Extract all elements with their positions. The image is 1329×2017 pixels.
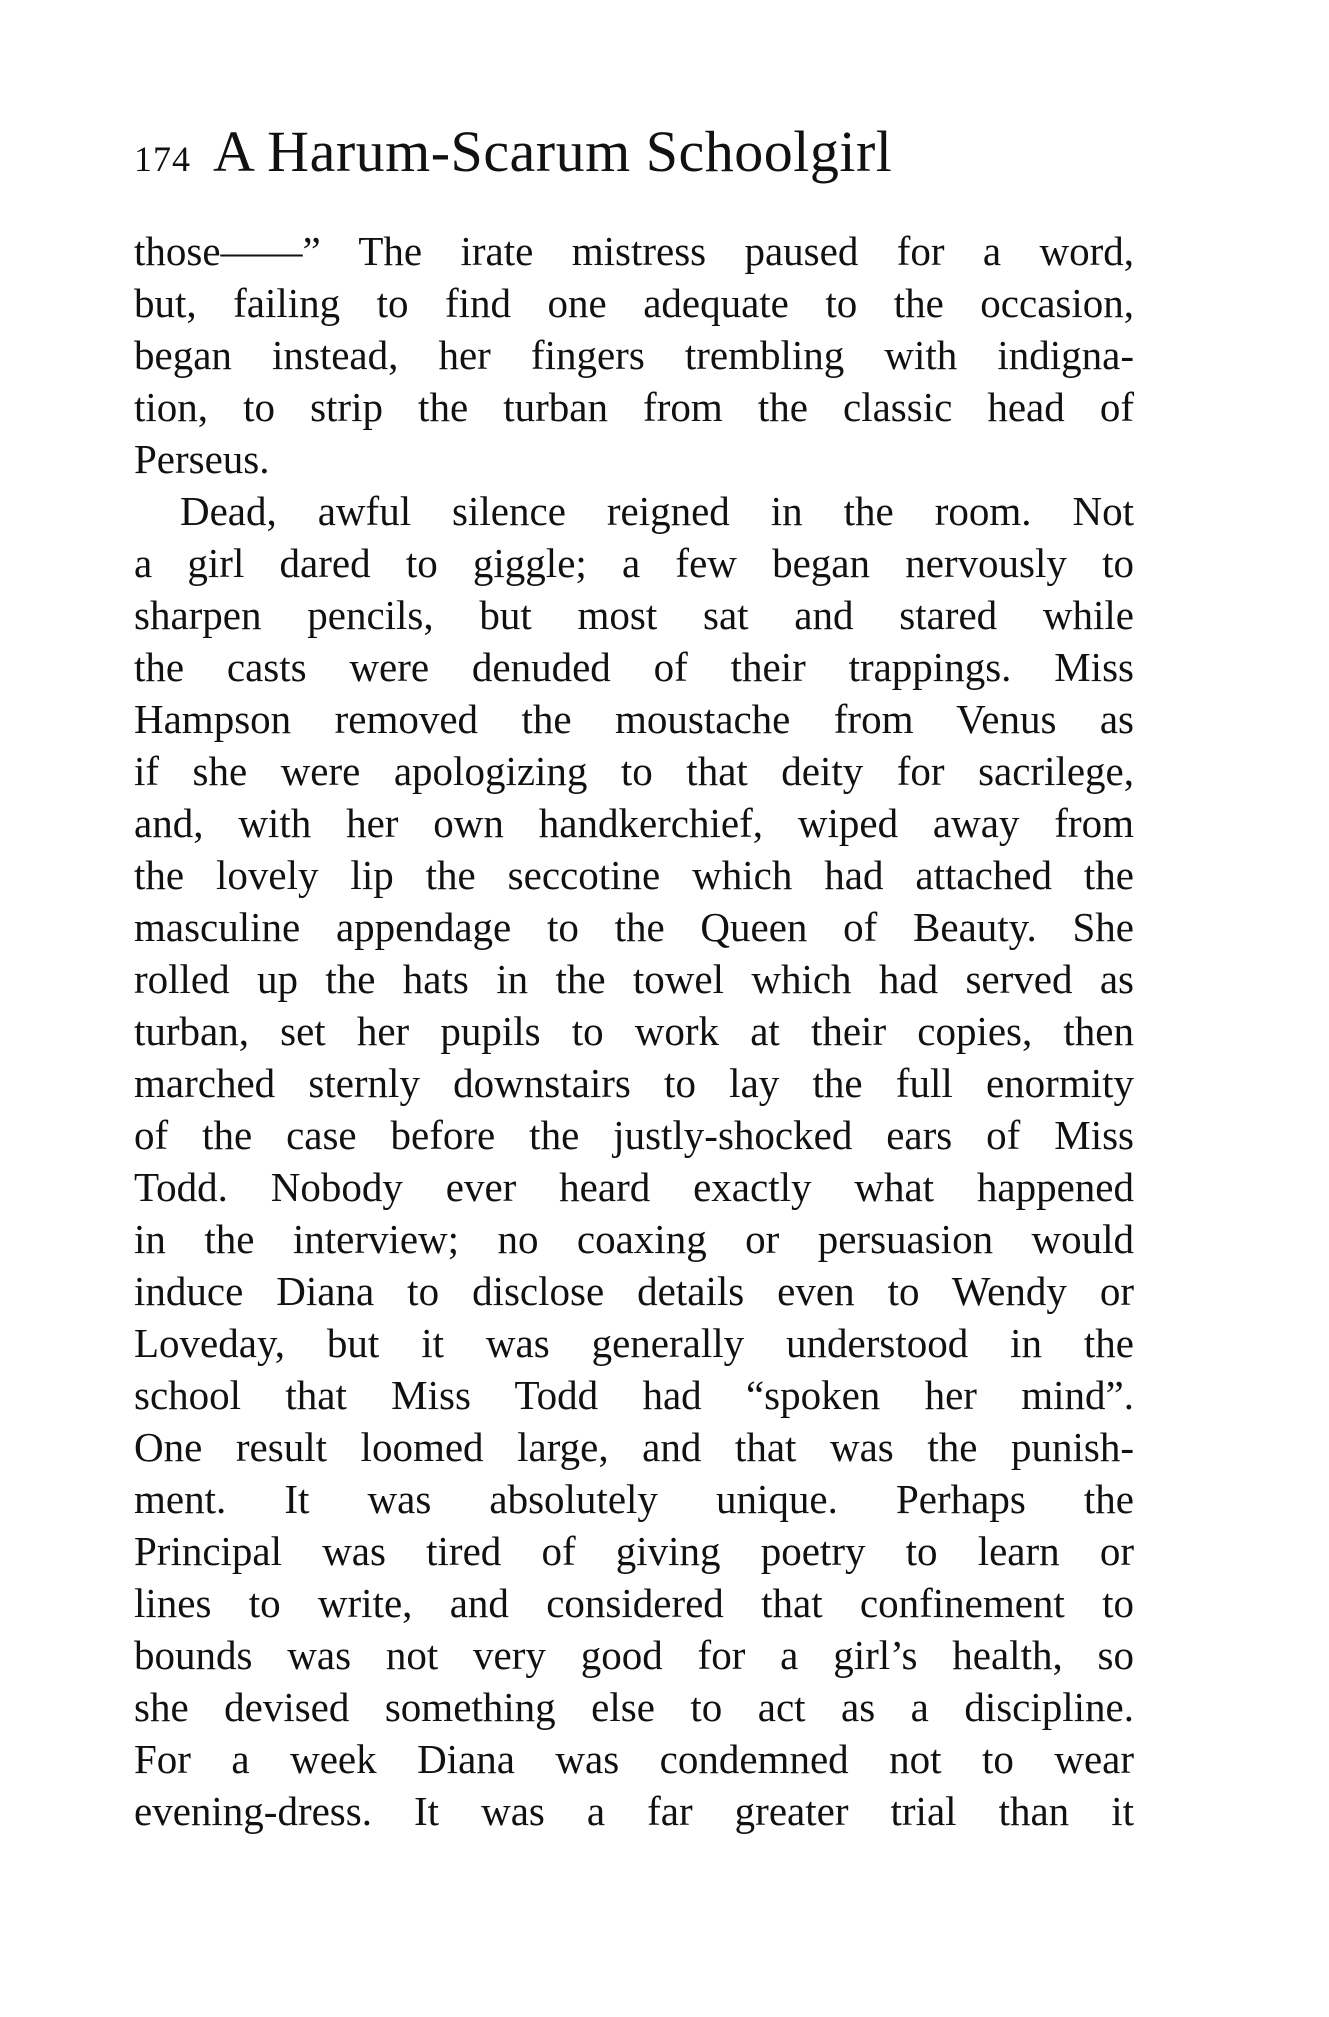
text-line: induce Diana to disclose details even to Wendy or (134, 1268, 1134, 1314)
text-line: One result loomed large, and that was the punish- (134, 1424, 1134, 1470)
text-line: she devised something else to act as a discipline. (134, 1684, 1134, 1730)
text-line: the lovely lip the seccotine which had attached the (134, 852, 1134, 898)
text-line: but, failing to find one adequate to the occasion, (134, 280, 1134, 326)
page-number: 174 (134, 139, 191, 179)
text-line: Dead, awful silence reigned in the room. Not (180, 488, 1134, 534)
text-line: and, with her own handkerchief, wiped away from (134, 800, 1134, 846)
text-line: those——” The irate mistress paused for a word, (134, 228, 1134, 274)
text-line: Todd. Nobody ever heard exactly what happened (134, 1164, 1134, 1210)
text-line: in the interview; no coaxing or persuasion would (134, 1216, 1134, 1262)
text-line: if she were apologizing to that deity for sacrilege, (134, 748, 1134, 794)
text-line: bounds was not very good for a girl’s health, so (134, 1632, 1134, 1678)
text-line: For a week Diana was condemned not to wear (134, 1736, 1134, 1782)
text-line: ment. It was absolutely unique. Perhaps the (134, 1476, 1134, 1522)
text-line: began instead, her fingers trembling with indigna- (134, 332, 1134, 378)
text-line: Perseus. (134, 436, 270, 482)
body-text (134, 225, 1134, 1837)
text-line: masculine appendage to the Queen of Beauty. She (134, 904, 1134, 950)
running-title: A Harum-Scarum Schoolgirl (213, 119, 893, 184)
text-line: sharpen pencils, but most sat and stared while (134, 592, 1134, 638)
text-line: marched sternly downstairs to lay the full enormity (134, 1060, 1134, 1106)
text-line: Loveday, but it was generally understood in the (134, 1320, 1134, 1366)
text-line: the casts were denuded of their trappings. Miss (134, 644, 1134, 690)
text-line: evening-dress. It was a far greater trial than it (134, 1788, 1134, 1834)
text-line: lines to write, and considered that confinement to (134, 1580, 1134, 1626)
page-header (134, 118, 1134, 198)
text-line: tion, to strip the turban from the classic head of (134, 384, 1134, 430)
text-line: school that Miss Todd had “spoken her mind”. (134, 1372, 1134, 1418)
text-line: rolled up the hats in the towel which had served as (134, 956, 1134, 1002)
text-line: a girl dared to giggle; a few began nervously to (134, 540, 1134, 586)
text-line: turban, set her pupils to work at their copies, then (134, 1008, 1134, 1054)
text-line: of the case before the justly-shocked ears of Miss (134, 1112, 1134, 1158)
text-line: Principal was tired of giving poetry to learn or (134, 1528, 1134, 1574)
text-line: Hampson removed the moustache from Venus as (134, 696, 1134, 742)
